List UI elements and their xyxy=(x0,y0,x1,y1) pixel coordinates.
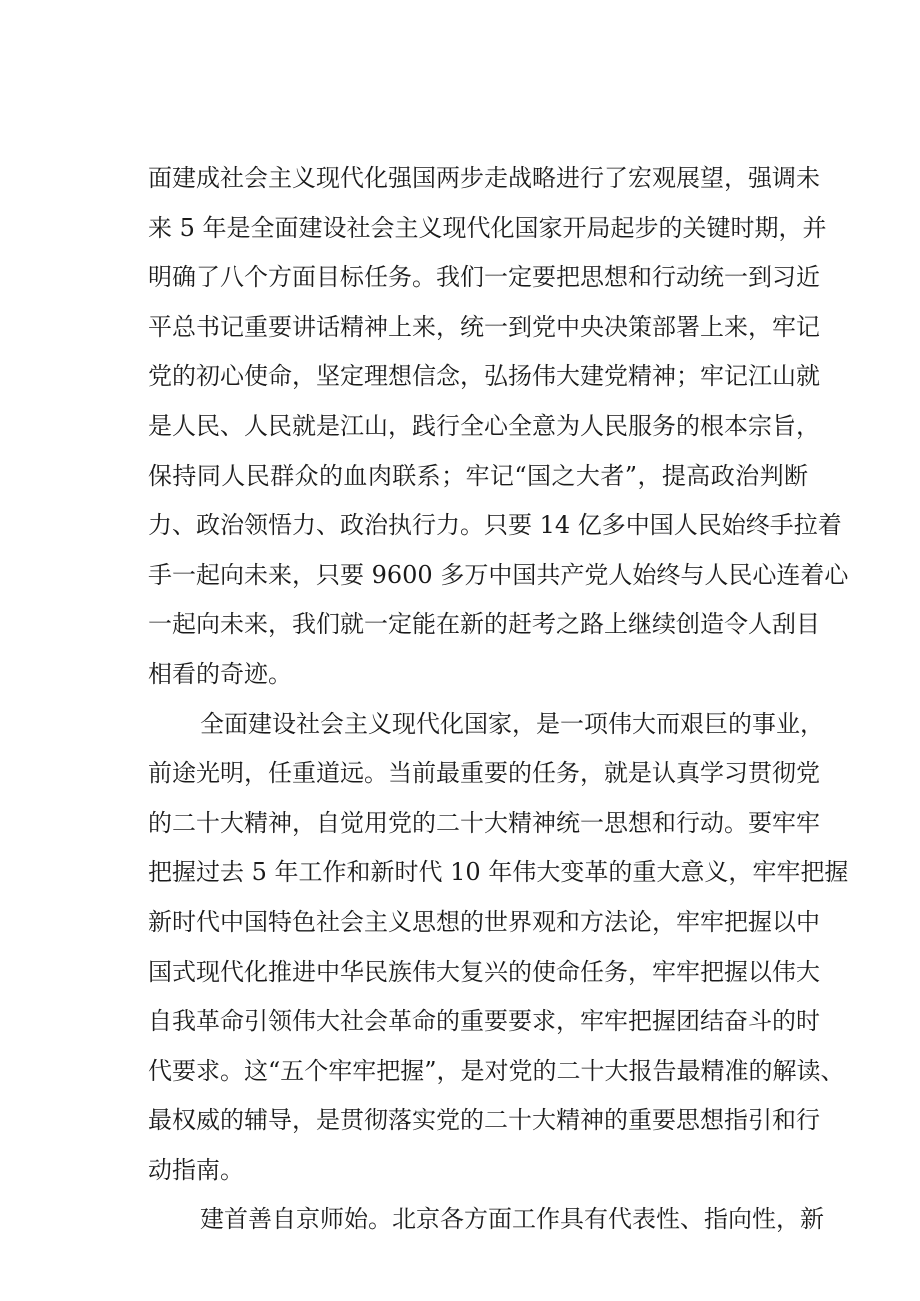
document-body xyxy=(148,154,849,1245)
text-line: 是人民、人民就是江山，践行全心全意为人民服务的根本宗旨， xyxy=(148,411,820,440)
text-line: 代要求。这“五个牢牢把握”，是对党的二十大报告最精准的解读、 xyxy=(148,1056,845,1085)
text-line: 力、政治领悟力、政治执行力。只要 14 亿多中国人民始终手拉着 xyxy=(148,511,842,540)
text-line: 最权威的辅导，是贯彻落实党的二十大精神的重要思想指引和行 xyxy=(148,1106,820,1135)
text-line: 建首善自京师始。北京各方面工作具有代表性、指向性，新 xyxy=(200,1205,824,1234)
text-line: 把握过去 5 年工作和新时代 10 年伟大变革的重大意义，牢牢把握 xyxy=(148,858,849,887)
text-line: 明确了八个方面目标任务。我们一定要把思想和行动统一到习近 xyxy=(148,263,820,292)
text-line: 一起向未来，我们就一定能在新的赶考之路上继续创造令人刮目 xyxy=(148,610,820,639)
text-line: 动指南。 xyxy=(148,1155,244,1184)
text-line: 的二十大精神，自觉用党的二十大精神统一思想和行动。要牢牢 xyxy=(148,808,820,837)
text-line: 手一起向未来，只要 9600 多万中国共产党人始终与人民心连着心 xyxy=(148,560,849,589)
text-line: 前途光明，任重道远。当前最重要的任务，就是认真学习贯彻党 xyxy=(148,759,820,788)
paragraph-1 xyxy=(148,154,849,700)
paragraph-2 xyxy=(148,700,849,1196)
text-line: 来 5 年是全面建设社会主义现代化国家开局起步的关键时期，并 xyxy=(148,213,827,242)
text-line: 相看的奇迹。 xyxy=(148,659,292,688)
text-line: 国式现代化推进中华民族伟大复兴的使命任务，牢牢把握以伟大 xyxy=(148,957,820,986)
text-line: 党的初心使命，坚定理想信念，弘扬伟大建党精神；牢记江山就 xyxy=(148,362,820,391)
text-line: 面建成社会主义现代化强国两步走战略进行了宏观展望，强调未 xyxy=(148,164,820,192)
text-line: 全面建设社会主义现代化国家，是一项伟大而艰巨的事业， xyxy=(200,709,824,738)
text-line: 保持同人民群众的血肉联系；牢记“国之大者”，提高政治判断 xyxy=(148,461,808,490)
text-line: 自我革命引领伟大社会革命的重要要求，牢牢把握团结奋斗的时 xyxy=(148,1007,820,1036)
text-line: 新时代中国特色社会主义思想的世界观和方法论，牢牢把握以中 xyxy=(148,907,820,936)
paragraph-3 xyxy=(148,1195,824,1245)
text-line: 平总书记重要讲话精神上来，统一到党中央决策部署上来，牢记 xyxy=(148,312,820,341)
